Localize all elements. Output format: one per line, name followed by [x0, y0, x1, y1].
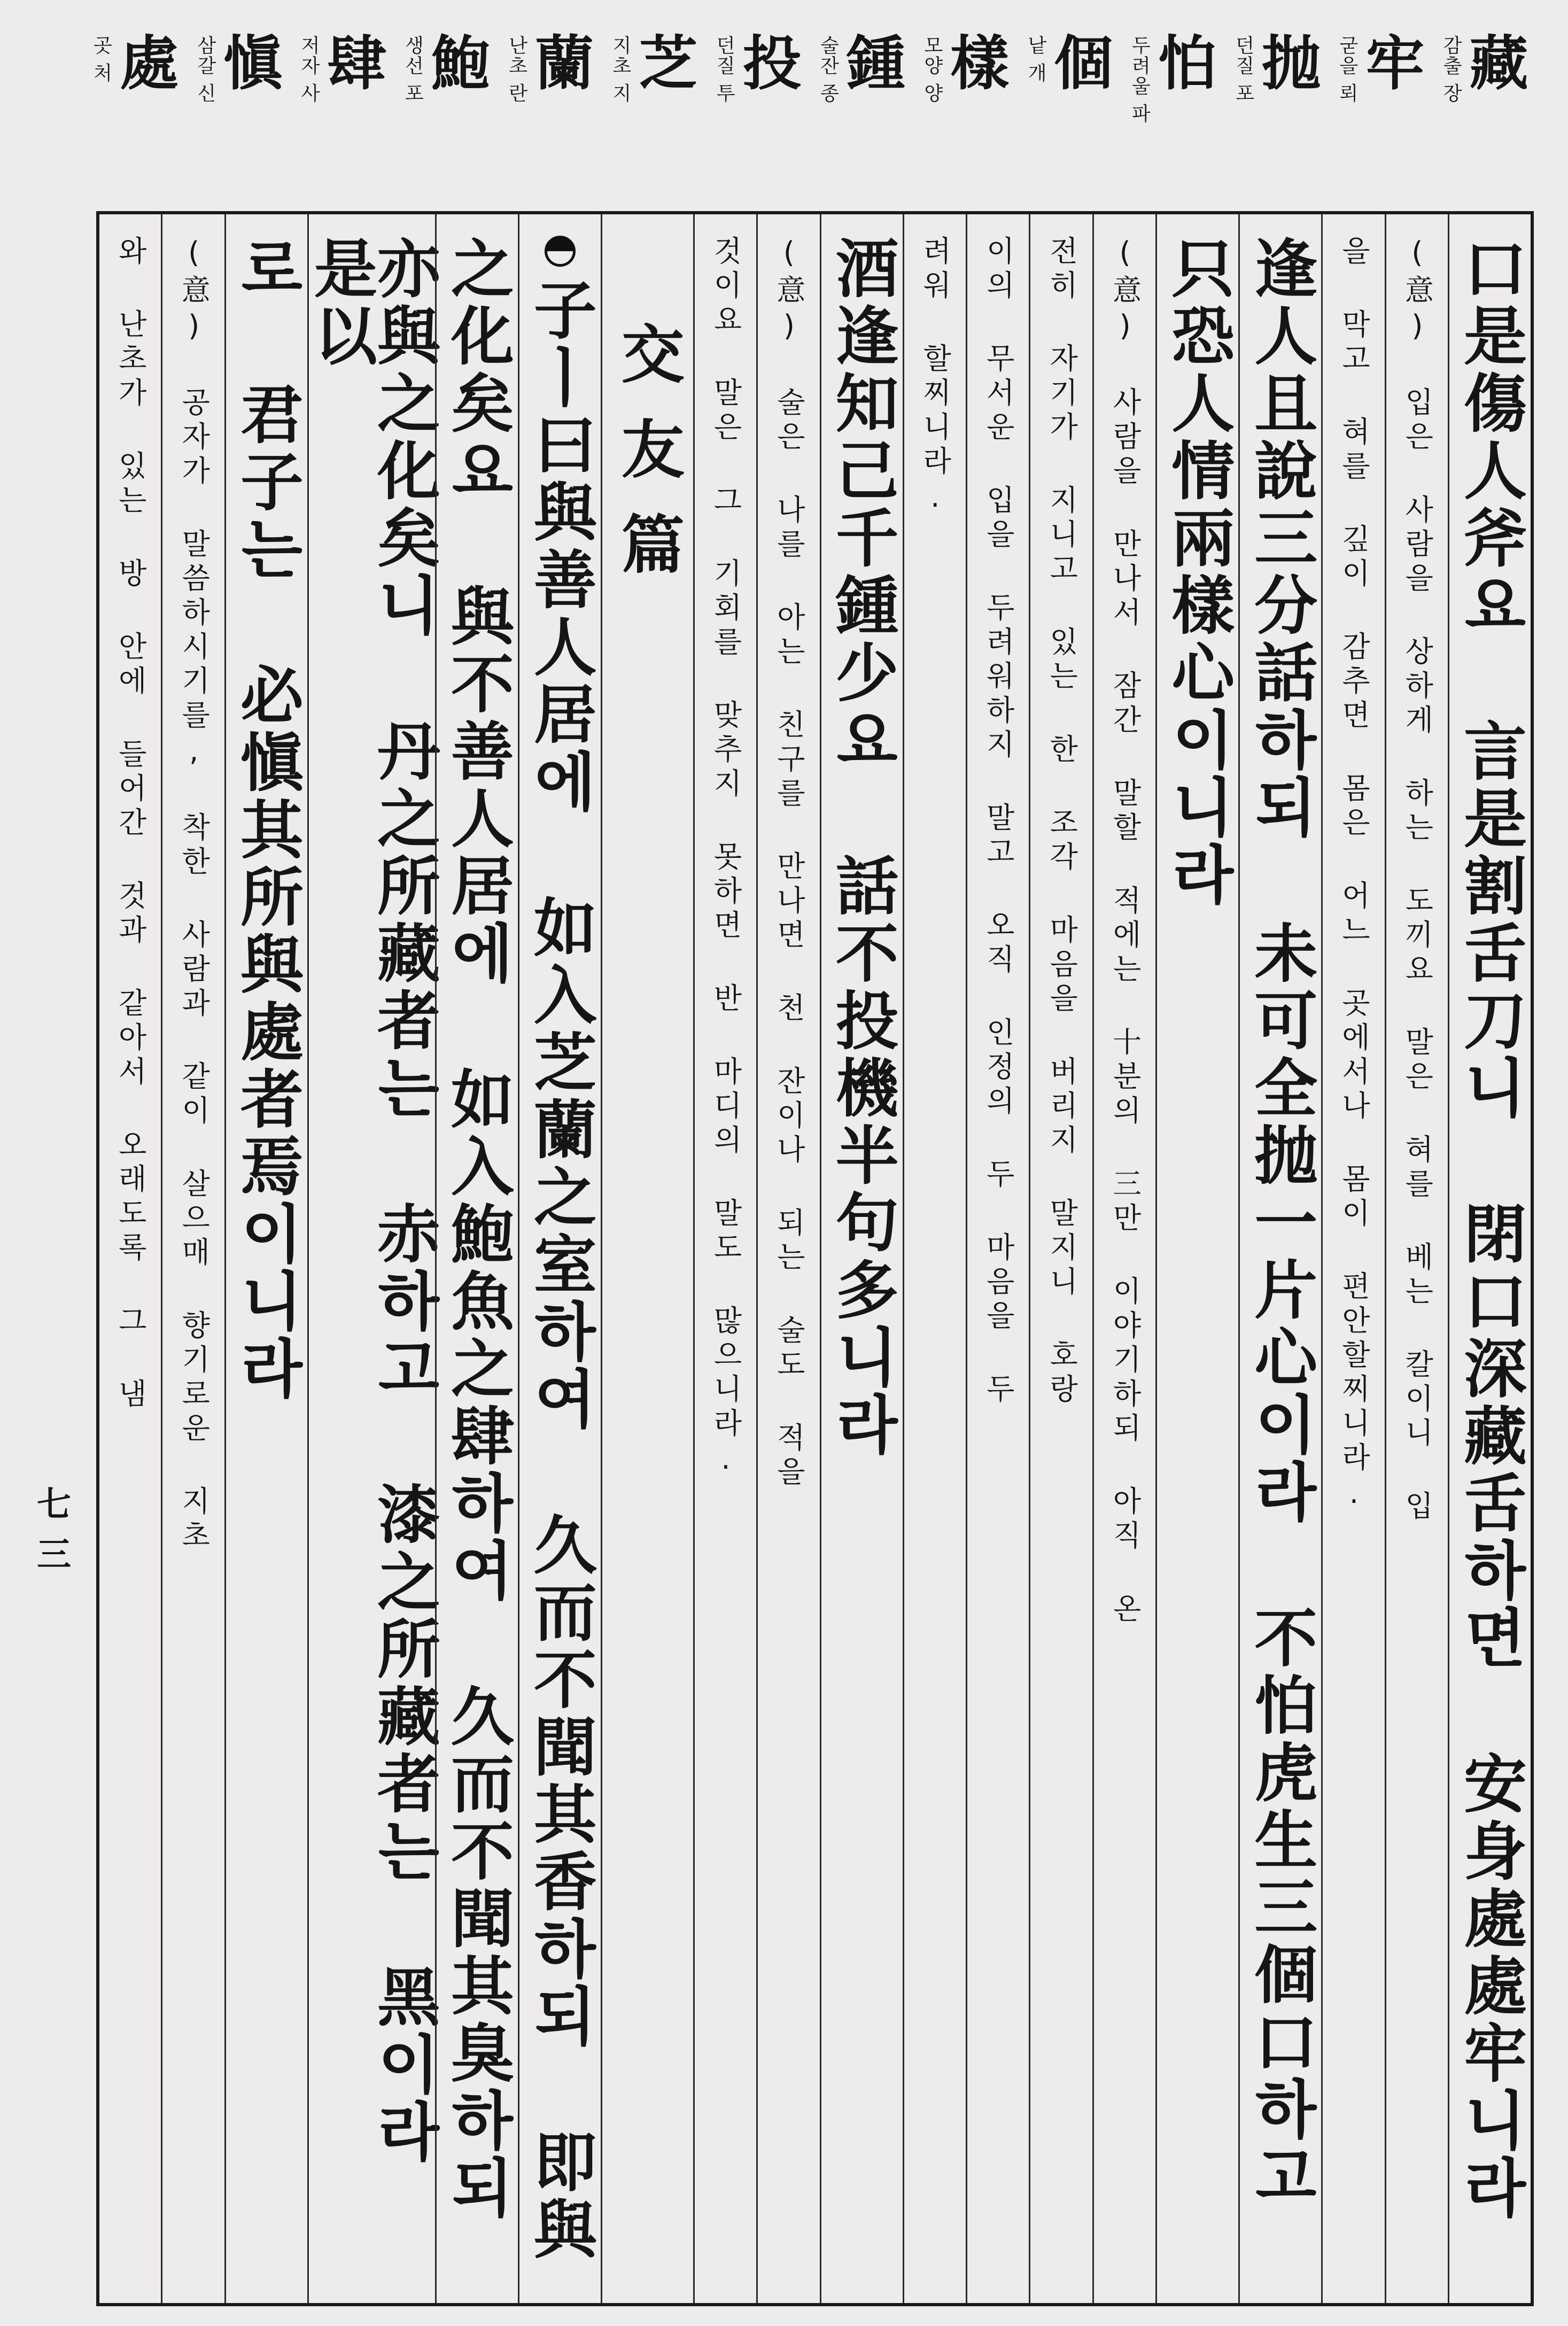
chapter-title: 交友篇 — [601, 214, 693, 2303]
gloss-reading: 낱 개 — [1024, 35, 1047, 83]
gloss-reading: 두려울 파 — [1128, 35, 1151, 124]
hanja-line: 只恐人情兩樣心이니라 — [1155, 214, 1238, 2303]
gloss-reading: 생선 포 — [401, 35, 424, 104]
gloss-reading: 난초 란 — [506, 35, 528, 104]
gloss-hanja: 芝 — [629, 32, 698, 91]
hanja-line: 逢人且說三分話하되 未可全抛一片心이라 不怕虎生三個口하고 — [1238, 214, 1321, 2303]
gloss-reading: 저자 사 — [298, 35, 320, 104]
gloss-hanja: 怕 — [1148, 32, 1217, 91]
gloss-entry — [1326, 32, 1430, 192]
hanja-line-with-bullet — [518, 214, 601, 2303]
page-number: 七三 — [31, 1486, 71, 1586]
translation-line: 전히 자기가 지니고 있는 한 조각 마음을 버리지 말지니 호랑 — [1029, 214, 1092, 2303]
gloss-hanja: 肆 — [317, 32, 387, 91]
hanja-line-text: 子ㅣ曰與善人居에 如入芝蘭之室하여 久而不聞其香하되 即與 — [523, 277, 597, 2264]
translation-line: 것이요 말은 그 기회를 맞추지 못하면 반 마디의 말도 많으니라. — [693, 214, 756, 2303]
gloss-entry — [807, 32, 911, 192]
gloss-reading: 던질 투 — [713, 35, 735, 104]
hanja-line: 酒逢知己千鍾少요 話不投機半句多니라 — [820, 214, 903, 2303]
gloss-entry — [288, 32, 392, 192]
gloss-hanja: 處 — [110, 32, 179, 91]
gloss-entry — [703, 32, 807, 192]
gloss-reading: 모양 양 — [921, 35, 943, 104]
gloss-entry — [80, 32, 184, 192]
gloss-reading: 곳 처 — [90, 35, 112, 83]
gloss-hanja: 鮑 — [421, 32, 491, 91]
gloss-entry — [184, 32, 288, 192]
hanja-line: 亦與之化矣니 丹之所藏者는 赤하고 漆之所藏者는 黑이라 是以 — [307, 214, 435, 2303]
gloss-reading: 삼갈 신 — [194, 35, 216, 104]
hanja-line: 口是傷人斧요 言是割舌刀니 閉口深藏舌하면 安身處處牢니라 — [1448, 214, 1531, 2303]
hanja-line: 之化矣요 與不善人居에 如入鮑魚之肆하여 久而不聞其臭하되 — [435, 214, 518, 2303]
vocabulary-glossary — [80, 32, 1534, 192]
gloss-hanja: 鍾 — [836, 32, 906, 91]
gloss-hanja: 抛 — [1252, 32, 1322, 91]
translation-line: (意) 공자가 말씀하시기를, 착한 사람과 같이 살으매 향기로운 지초 — [161, 214, 224, 2303]
translation-line: 려워 할찌니라. — [903, 214, 966, 2303]
gloss-hanja: 蘭 — [525, 32, 595, 91]
translation-line: 와 난초가 있는 방 안에 들어간 것과 같아서 오래도록 그 냄 — [113, 236, 148, 1413]
translation-line: 이의 무서운 입을 두려워하지 말고 오직 인정의 두 마음을 두 — [966, 214, 1029, 2303]
gloss-entry — [1015, 32, 1119, 192]
gloss-hanja: 牢 — [1356, 32, 1425, 91]
translation-line: (意) 사람을 만나서 잠간 말할 적에는 十분의 三만 이야기하되 아직 온 — [1092, 214, 1155, 2303]
gloss-reading: 감출 장 — [1440, 35, 1462, 104]
gloss-entry — [911, 32, 1014, 192]
gloss-reading: 던질 포 — [1232, 35, 1255, 104]
gloss-reading: 술잔 종 — [817, 35, 839, 104]
gloss-hanja: 樣 — [941, 32, 1010, 91]
gloss-hanja: 個 — [1044, 32, 1114, 91]
gloss-reading: 굳을 뢰 — [1336, 35, 1359, 104]
gloss-entry — [599, 32, 703, 192]
gloss-entry — [392, 32, 495, 192]
section-bullet-icon — [545, 236, 576, 267]
gloss-entry — [1430, 32, 1534, 192]
gloss-hanja: 愼 — [214, 32, 283, 91]
text-frame — [96, 211, 1534, 2306]
translation-line: (意) 술은 나를 아는 친구를 만나면 천 잔이나 되는 술도 적을 — [756, 214, 819, 2303]
translation-line: (意) 입은 사람을 상하게 하는 도끼요 말은 혀를 베는 칼이니 입 — [1385, 214, 1448, 2303]
translation-line: 을 막고 혀를 깊이 감추면 몸은 어느 곳에서나 몸이 편안할찌니라. — [1321, 214, 1384, 2303]
hanja-line: 로 君子는 必愼其所與處者焉이니라 — [224, 214, 307, 2303]
gloss-hanja: 投 — [733, 32, 802, 91]
gloss-entry — [1222, 32, 1326, 192]
gloss-entry — [495, 32, 599, 192]
gloss-entry — [1119, 32, 1222, 192]
gloss-reading: 지초 지 — [609, 35, 632, 104]
gloss-hanja: 藏 — [1460, 32, 1529, 91]
